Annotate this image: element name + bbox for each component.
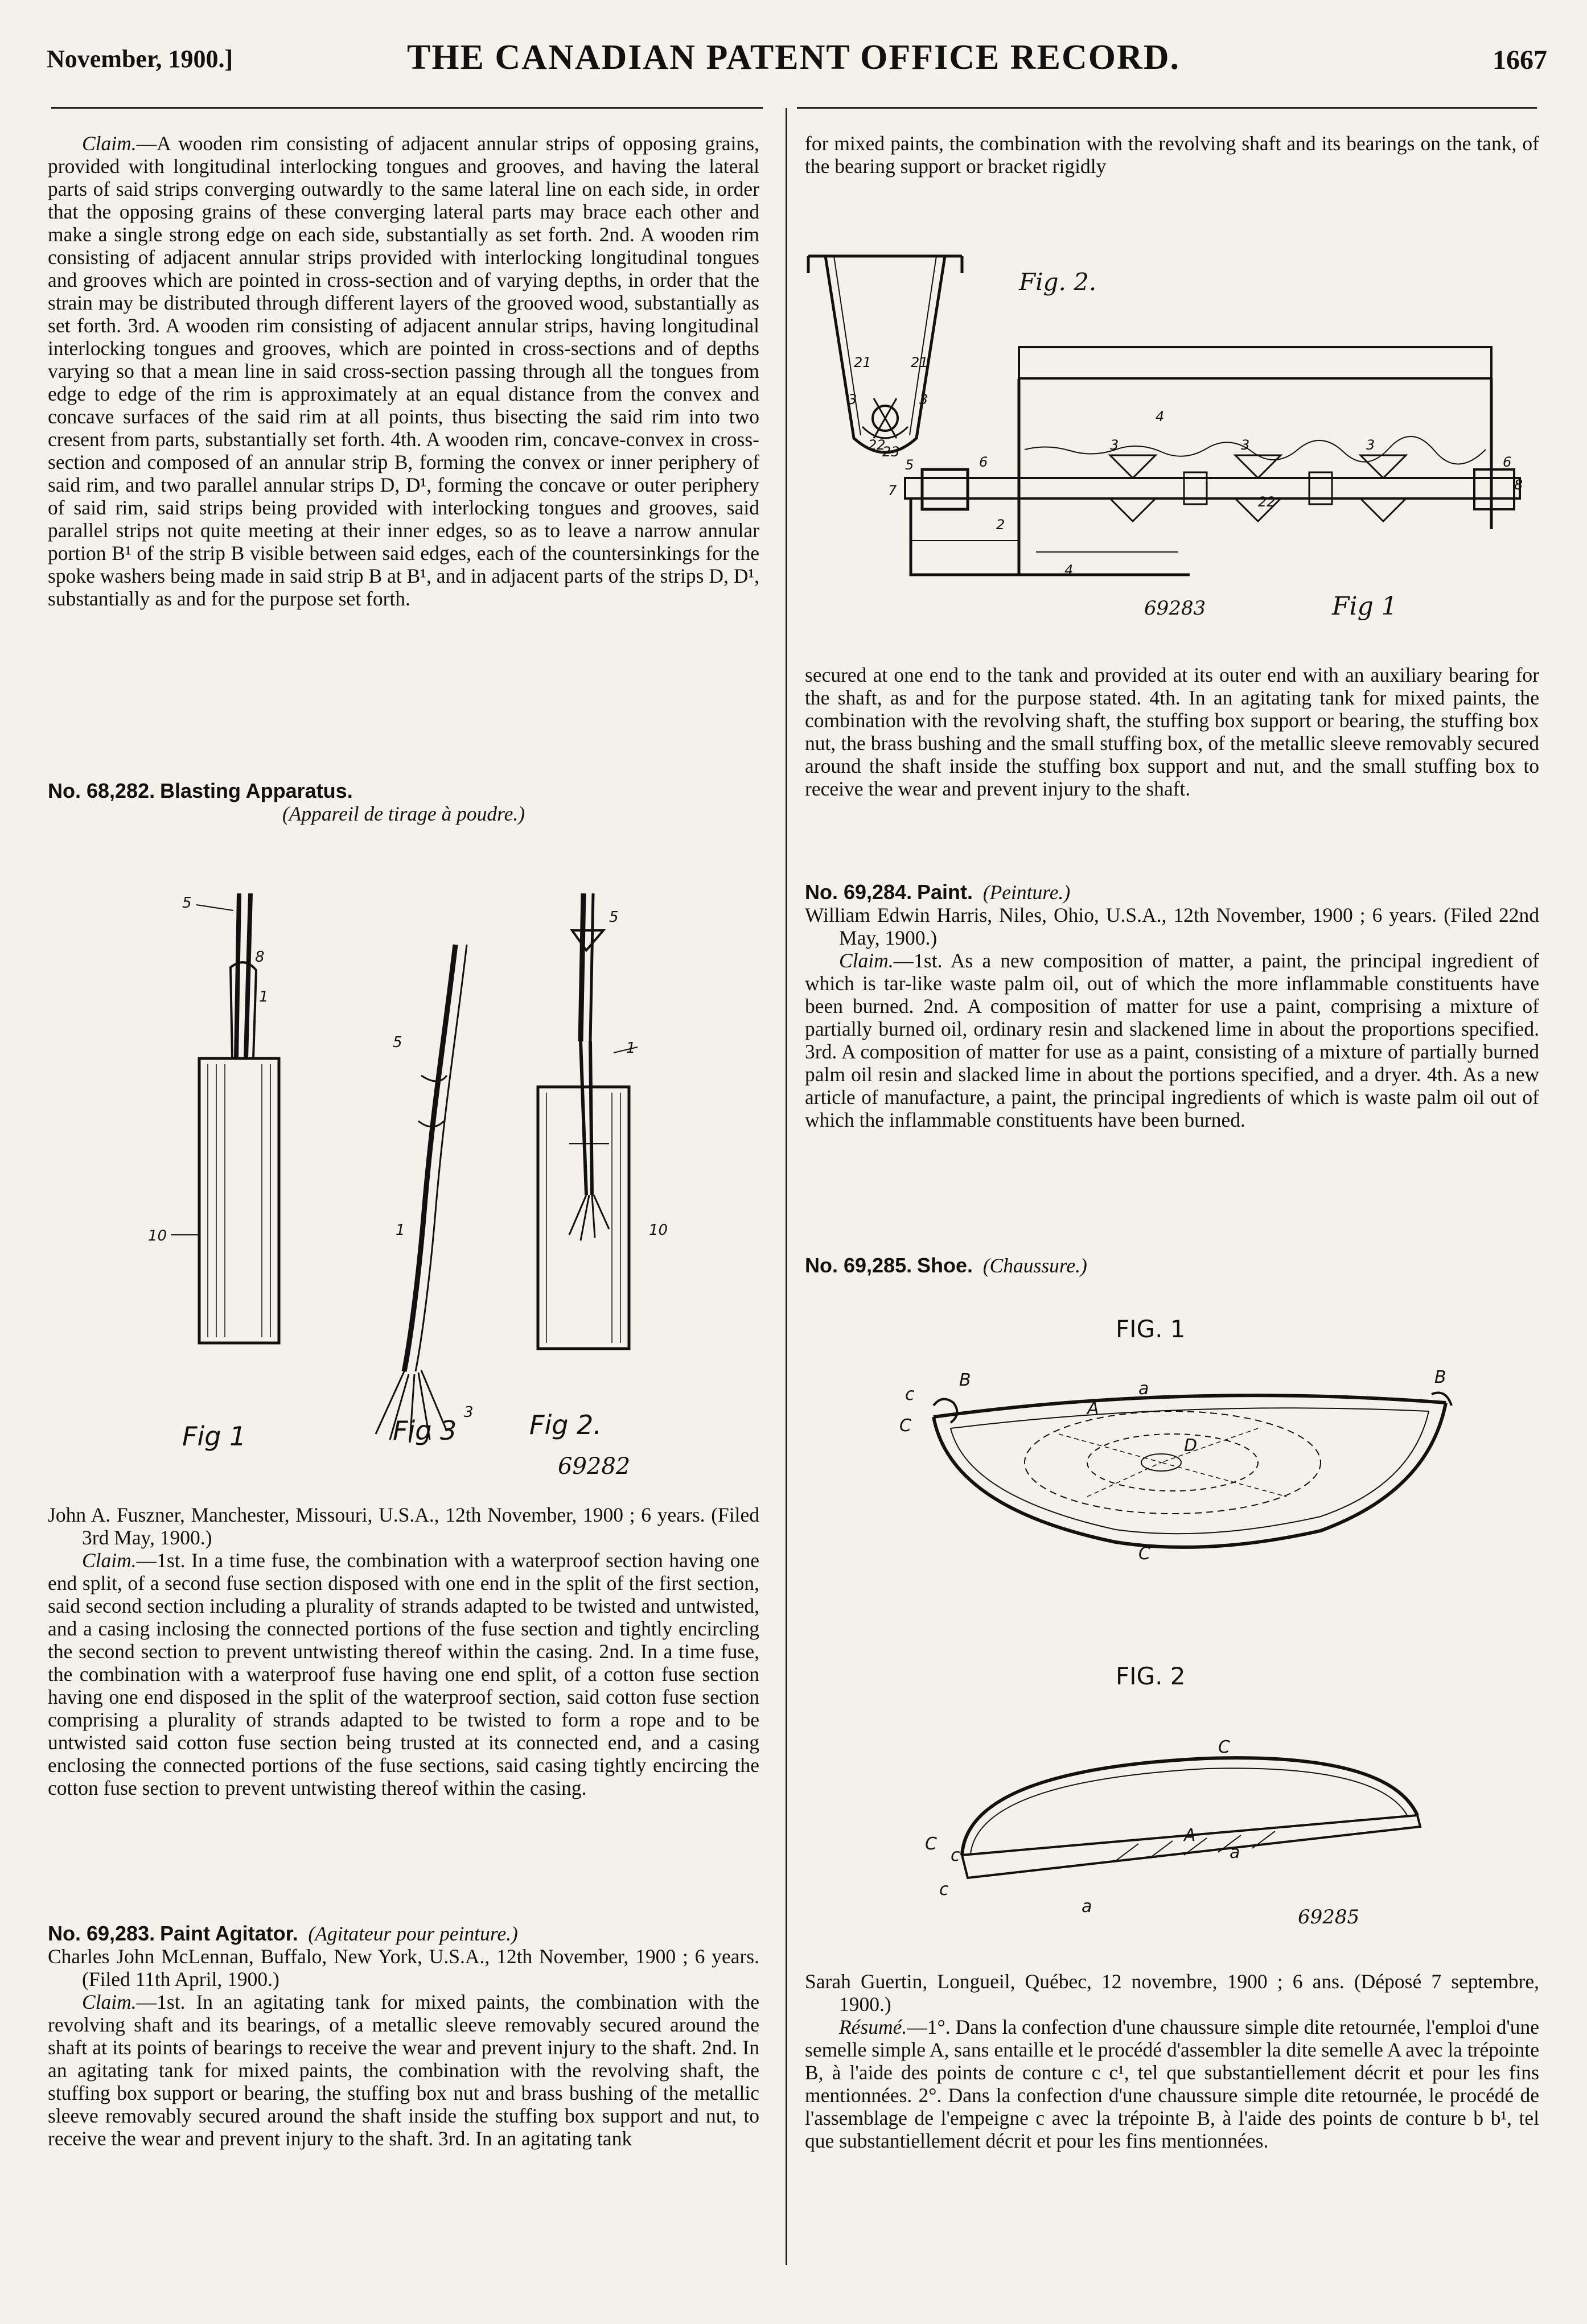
svg-text:5: 5 (609, 909, 619, 926)
header-rule-right (797, 107, 1537, 109)
svg-text:6: 6 (979, 454, 988, 470)
patent-69285-inventor: Sarah Guertin, Longueil, Québec, 12 novembre, 1900 ; 6 ans. (Déposé 7 septembre, 1900.) (805, 1970, 1539, 2016)
patent-68282-french-title: (Appareil de tirage à poudre.) (282, 802, 525, 825)
agitator-fig1-label: Fig 1 (1332, 592, 1397, 621)
svg-text:B: B (959, 1370, 971, 1390)
shoe-fig2-label: FIG. 2 (1116, 1662, 1186, 1690)
svg-text:21: 21 (854, 355, 871, 370)
fig2-label: Fig 2. (529, 1410, 602, 1440)
svg-text:B: B (1434, 1367, 1446, 1387)
patent-69285-resume-label: Résumé. (839, 2016, 907, 2038)
svg-text:3: 3 (919, 392, 928, 407)
paint-agitator-claim-continuation-bottom: secured at one end to the tank and provided at its outer end with an auxiliary bearing for the shaft, as and for the purpose stated. 4th. In an agitating tank for mixed paints, the combination with the revolving shaft, the stuffing box support or bearing, the stuffing box nut, the brass bushing and the small stuffing box, of the metallic sleeve removably secured around the shaft inside the stuffing box support and nut, and the small stuffing box to receive the wear and prevent injury to the shaft. (805, 664, 1539, 800)
figure-patent-number: 69282 (558, 1453, 631, 1480)
svg-text:A: A (1087, 1399, 1099, 1419)
patent-69284-title: Paint. (916, 880, 973, 904)
shoe-figure (888, 1292, 1491, 1975)
svg-text:A: A (1184, 1826, 1196, 1845)
patent-69284-claim: —1st. As a new composition of matter, a paint, the principal ingredient of which is tar-like waste palm oil, out of which the more inflammable constituents have been burned. 2nd. A composition of matter for use a paint, comprising a mixture of partially burned oil, ordinary resin and slackened lime in about the proportions specified. 3rd. A composition of matter for use as a paint, consisting of a mixture of partially burned palm oil resin and slacked lime in about the portions specified, and a dryer. 4th. As a new article of manufacture, a paint, the principal ingredients of which is waste palm oil out of which the inflammable constituents have been burned. (805, 949, 1539, 1131)
svg-text:C: C (925, 1834, 937, 1854)
svg-text:23: 23 (882, 444, 900, 460)
svg-text:10: 10 (148, 1227, 167, 1245)
svg-text:8: 8 (255, 949, 265, 966)
blasting-apparatus-figure (137, 871, 683, 1497)
svg-text:7: 7 (888, 483, 897, 498)
patent-69285-heading-block (805, 1254, 1539, 1277)
shoe-drawing (888, 1292, 1491, 1975)
patent-68282-heading-block (48, 780, 759, 825)
svg-text:5: 5 (182, 895, 192, 912)
agitator-patent-number: 69283 (1144, 597, 1206, 620)
patent-68282-body (48, 1503, 759, 1799)
svg-text:5: 5 (905, 457, 914, 473)
svg-text:1: 1 (396, 1222, 405, 1239)
svg-text:21: 21 (911, 355, 928, 370)
patent-69283-claim-label: Claim. (82, 1991, 137, 2013)
paint-agitator-claim-continuation-top: for mixed paints, the combination with the revolving shaft and its bearings on the tank, of the bearing support or bracket rigidly (805, 132, 1539, 178)
svg-text:c: c (951, 1845, 960, 1865)
claim-label: Claim. (82, 132, 137, 155)
patent-69283-claim: —1st. In an agitating tank for mixed paints, the combination with the revolving shaft and its bearings, of a metallic sleeve removably secured around the shaft at its points of bearings to receive the wear and prevent injury to the shaft. 2nd. In an agitating tank for mixed paints, the combination with the revolving shaft, the stuffing box support or bearing, the stuffing box nut and brass bushing of the metallic sleeve removably secured around the shaft inside the stuffing box support and nut, to receive the wear and prevent injury to the shaft. 3rd. In an agitating tank (48, 1991, 759, 2150)
svg-text:a: a (1230, 1843, 1240, 1863)
svg-text:5: 5 (393, 1034, 402, 1051)
svg-text:2: 2 (996, 517, 1005, 533)
svg-text:3: 3 (464, 1404, 474, 1421)
patent-68282-inventor: John A. Fuszner, Manchester, Missouri, U.S.A., 12th November, 1900 ; 6 years. (Filed 3rd May, 1900.) (48, 1503, 759, 1549)
svg-text:4: 4 (1064, 562, 1074, 578)
paint-agitator-figure (791, 211, 1537, 654)
agitator-fig2-label: Fig. 2. (1019, 268, 1097, 296)
right-continuation-bottom (805, 664, 1539, 800)
svg-text:4: 4 (1156, 409, 1165, 425)
header-date: November, 1900.] (47, 45, 233, 73)
paint-agitator-drawing (791, 211, 1537, 654)
patent-69284-claim-label: Claim. (839, 949, 894, 972)
patent-69284-block (805, 881, 1539, 1131)
patent-68282-title: Blasting Apparatus. (159, 779, 353, 802)
header-page-number: 1667 (1493, 45, 1547, 75)
patent-69283-french-title: (Agitateur pour peinture.) (308, 1922, 518, 1945)
column-divider (786, 108, 787, 2265)
blasting-apparatus-drawing (137, 871, 683, 1497)
patent-69285-title: Shoe. (916, 1254, 973, 1277)
header-rule-left (51, 107, 763, 109)
patent-69284-inventor: William Edwin Harris, Niles, Ohio, U.S.A., 12th November, 1900 ; 6 years. (Filed 22nd May, 1900.) (805, 904, 1539, 949)
svg-text:1: 1 (626, 1040, 636, 1057)
patent-69283-number: No. 69,283. (48, 1922, 155, 1945)
patent-69285-body (805, 1970, 1539, 2152)
header-title: THE CANADIAN PATENT OFFICE RECORD. (406, 38, 1181, 77)
right-continuation-top (805, 132, 1539, 178)
shoe-fig1-label: FIG. 1 (1116, 1315, 1186, 1343)
svg-text:6: 6 (1503, 454, 1512, 470)
shoe-patent-number: 69285 (1298, 1906, 1360, 1929)
fig1-label: Fig 1 (182, 1421, 246, 1452)
svg-text:c: c (905, 1384, 915, 1404)
patent-68282-claim-label: Claim. (82, 1549, 137, 1572)
svg-text:C: C (1218, 1737, 1230, 1757)
svg-text:8: 8 (1514, 477, 1523, 493)
svg-text:3: 3 (1241, 437, 1250, 453)
patent-68282-claim: —1st. In a time fuse, the combination with a waterproof section having one end split, of a second fuse section disposed with one end in the split of the first section, said second section including a plurality of strands adapted to be twisted and untwisted, and a casing inclosing the connected portions of the fuse section and tightly encircling the second section to prevent untwisting thereof within the casing. 2nd. In a time fuse, the combination with a waterproof fuse having one end split, of a cotton fuse section having one end disposed in the split of the waterproof section, said cotton fuse section comprising a plurality of strands adapted to be twisted to form a rope and to be untwisted said cotton fuse section being trusted at its connected end, and a casing enclosing the connected portions of the fuse sections, said casing tightly encircing the cotton fuse section to prevent untwisting thereof within the casing. (48, 1549, 759, 1799)
svg-text:a: a (1138, 1379, 1149, 1399)
patent-69284-number: No. 69,284. (805, 880, 912, 904)
svg-text:c: c (939, 1880, 949, 1899)
fig3-label: Fig 3 (393, 1415, 457, 1446)
svg-text:3: 3 (1366, 437, 1375, 453)
svg-text:22: 22 (1258, 494, 1276, 510)
svg-text:a: a (1082, 1897, 1092, 1917)
svg-text:3: 3 (1110, 437, 1119, 453)
left-claim-68281-block (48, 132, 759, 610)
svg-text:C: C (899, 1416, 911, 1436)
svg-text:C: C (1138, 1544, 1150, 1564)
patent-69283-block (48, 1922, 759, 2150)
patent-69283-inventor: Charles John McLennan, Buffalo, New York, U.S.A., 12th November, 1900 ; 6 years. (Filed 11th April, 1900.) (48, 1945, 759, 1991)
svg-text:10: 10 (649, 1222, 668, 1239)
claim-68281-text: —A wooden rim consisting of adjacent annular strips of opposing grains, provided with longitudinal interlocking tongues and grooves, and having the lateral parts of said strips converging outwardly to the same lateral line on each side, in order that the opposing grains of these converging lateral parts may brace each other and make a single strong edge on each side, substantially as set forth. 2nd. A wooden rim consisting of adjacent annular strips provided with interlocking longitudinal tongues and grooves which are pointed in cross-section and of varying depths, in order that the strain may be distributed through different layers of the grooved wood, substantially as set forth. 3rd. A wooden rim consisting of adjacent annular strips, having longitudinal interlocking tongues and grooves, which are pointed in cross-sections and of depths varying so that a mean line in said cross-section passing through all the tongues from edge to edge of the rim is approximately at an equal distance from the convex and concave surfaces of the said rim at all points, thus bisecting the said rim into two cresent from parts, substantially set forth. 4th. A wooden rim, concave-convex in cross-section and composed of an annular strip B, forming the convex or inner periphery of said rim, and two parallel annular strips D, D¹, forming the concave or outer periphery of said rim, said strips being provided with interlocking tongues and grooves, said parallel strips not quite meeting at their inner edges, so as to leave a narrow annular portion B¹ of the strip B visible between said edges, each of the countersinkings for the spoke washers being made in said strip B at B¹, and in adjacent parts of the strips D, D¹, substantially as and for the purpose set forth. (48, 132, 759, 610)
patent-69285-french-title: (Chaussure.) (982, 1254, 1087, 1277)
svg-text:22: 22 (868, 437, 886, 453)
patent-69284-french-title: (Peinture.) (982, 881, 1071, 904)
svg-text:3: 3 (848, 392, 857, 407)
patent-68282-number: No. 68,282. (48, 779, 155, 802)
svg-text:1: 1 (259, 988, 269, 1006)
patent-69285-number: No. 69,285. (805, 1254, 912, 1277)
patent-69285-resume: —1°. Dans la confection d'une chaussure simple dite retournée, l'emploi d'une semelle simple A, sans entaille et le procédé d'assembler la dite semelle A avec la trépointe B, à l'aide des points de conture c c¹, tel que substantiellement décrit et pour les fins mentionnées. 2°. Dans la confection d'une chaussure simple dite retournée, le procédé de l'assemblage de l'empeigne c avec la trépointe B, à l'aide des points de conture b b¹, tel que substantiellement décrit et pour les fins mentionnées. (805, 2016, 1539, 2152)
patent-69283-title: Paint Agitator. (159, 1922, 298, 1945)
svg-text:D: D (1184, 1436, 1198, 1456)
